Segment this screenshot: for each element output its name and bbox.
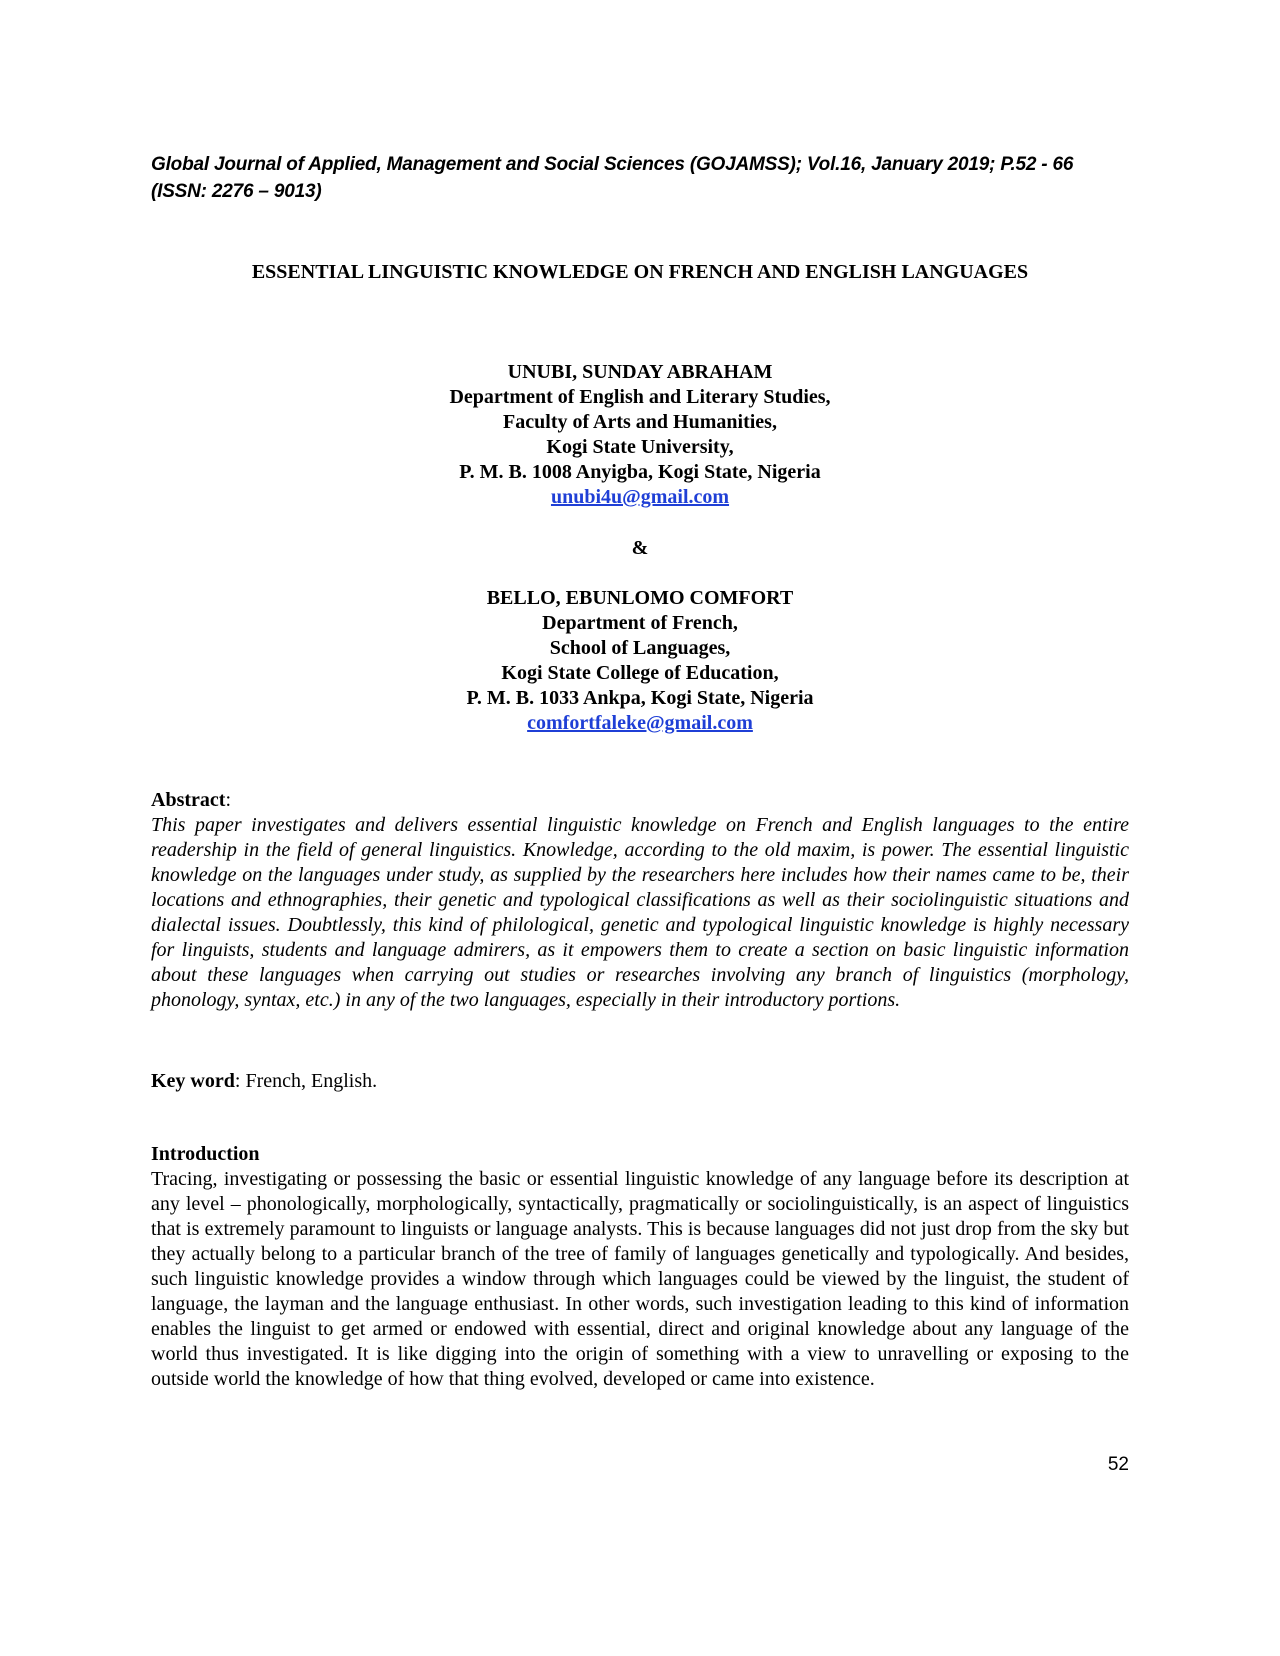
author-name: UNUBI, SUNDAY ABRAHAM <box>507 361 773 383</box>
author-address: P. M. B. 1033 Ankpa, Kogi State, Nigeria <box>466 687 814 709</box>
abstract-text: This paper investigates and delivers essential linguistic knowledge on French and English languages to the entire readership in the field of general linguistics. Knowledge, according to the old maxim, is power. The essential linguistic knowledge on the languages under study, as supplied by the researchers here includes how their names came to be, their locations and ethnographies, their genetic and typological classifications as well as their sociolinguistic situations and dialectal issues. Doubtlessly, this kind of philological, genetic and typological linguistic knowledge is highly necessary for linguists, students and language admirers, as it empowers them to create a section on basic linguistic information about these languages when carrying out studies or researches involving any branch of linguistics (morphology, phonology, syntax, etc.) in any of the two languages, especially in their introductory portions. <box>151 814 1129 1011</box>
introduction-section <box>151 1142 1129 1392</box>
journal-header <box>151 151 1151 205</box>
abstract-section <box>151 788 1129 1013</box>
author-separator: & <box>631 537 649 559</box>
author-institution: Kogi State University, <box>546 436 734 458</box>
keywords-heading: Key word <box>151 1070 235 1092</box>
author-email-link[interactable]: comfortfaleke@gmail.com <box>527 712 753 734</box>
paper-title: ESSENTIAL LINGUISTIC KNOWLEDGE ON FRENCH AND ENGLISH LANGUAGES <box>251 261 1029 283</box>
author-email-link[interactable]: unubi4u@gmail.com <box>550 486 730 508</box>
author-block-1 <box>151 360 1129 510</box>
author-faculty: Faculty of Arts and Humanities, <box>503 411 777 433</box>
abstract-colon: : <box>225 789 231 811</box>
author-block-2 <box>151 586 1129 736</box>
abstract-heading: Abstract <box>151 789 226 811</box>
author-department: Department of French, <box>542 612 738 634</box>
keywords-text: : French, English. <box>234 1070 378 1092</box>
page-number: 52 <box>1107 1454 1129 1475</box>
author-institution: Kogi State College of Education, <box>501 662 779 684</box>
introduction-heading: Introduction <box>151 1143 260 1165</box>
author-department: Department of English and Literary Studies, <box>449 386 831 408</box>
keywords-section <box>151 1069 1129 1094</box>
author-name: BELLO, EBUNLOMO COMFORT <box>486 587 794 609</box>
author-faculty: School of Languages, <box>549 637 731 659</box>
journal-citation: Global Journal of Applied, Management and Social Sciences (GOJAMSS); Vol.16, January 2019; P.52 - 66 <box>151 154 1074 175</box>
introduction-text: Tracing, investigating or possessing the basic or essential linguistic knowledge of any language before its description at any level – phonologically, morphologically, syntactically, pragmatically or sociolinguistically, is an aspect of linguistics that is extremely paramount to linguists or language analysts. This is because languages did not just drop from the sky but they actually belong to a particular branch of the tree of family of languages genetically and typologically. And besides, such linguistic knowledge provides a window through which languages could be viewed by the linguist, the student of language, the layman and the language enthusiast. In other words, such investigation leading to this kind of information enables the linguist to get armed or endowed with essential, direct and original knowledge about any language of the world thus investigated. It is like digging into the origin of something with a view to unravelling or exposing to the outside world the knowledge of how that thing evolved, developed or came into existence. <box>151 1168 1129 1390</box>
author-address: P. M. B. 1008 Anyigba, Kogi State, Nigeria <box>459 461 821 483</box>
journal-issn: (ISSN: 2276 – 9013) <box>151 181 322 202</box>
